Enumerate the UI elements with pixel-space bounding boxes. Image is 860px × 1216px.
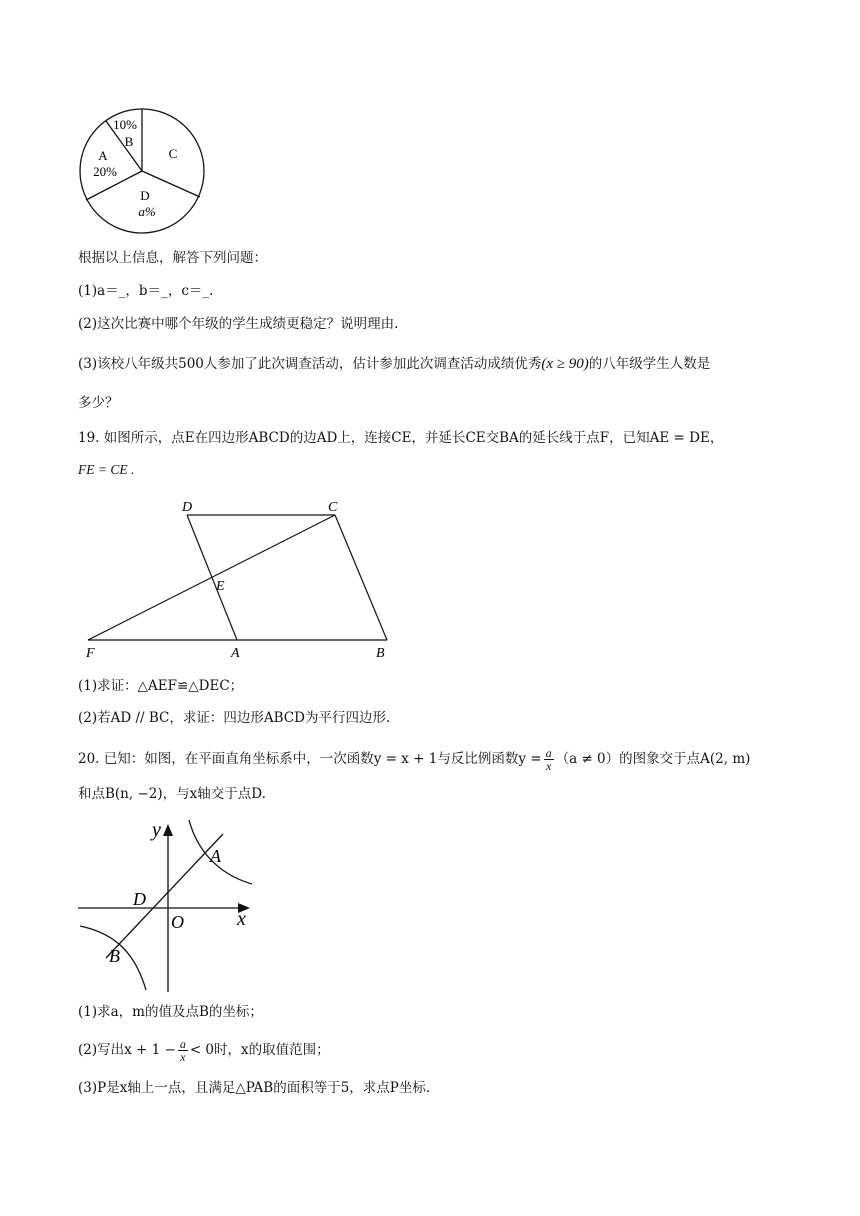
label-b: B <box>109 946 120 966</box>
q20-part2-text-a: (2)写出x + 1 − <box>78 1042 176 1058</box>
pie-label-a: A <box>98 148 108 163</box>
pie-label-b-pct: 10% <box>113 117 137 132</box>
label-c: C <box>328 500 338 515</box>
q19-stem-line1: 19. 如图所示，点E在四边形ABCD的边AD上，连接CE，并延长CE交BA的延长线于点F，已知AE = DE， <box>78 430 724 446</box>
label-y: y <box>152 819 161 841</box>
pie-label-a-pct: 20% <box>93 164 117 179</box>
pie-label-c: C <box>168 146 178 161</box>
fraction-denominator: x <box>545 759 552 773</box>
pie-divider-c-d <box>142 171 200 197</box>
q19-part2: (2)若AD // BC，求证：四边形ABCD为平行四边形. <box>78 710 391 726</box>
q20-stem-text-b: （a ≠ 0）的图象交于点A(2, m) <box>555 751 751 767</box>
q20-part3: (3)P是x轴上一点，且满足△PAB的面积等于5，求点P坐标. <box>78 1080 431 1096</box>
fraction-numerator: a <box>179 1037 186 1051</box>
q18-part3-text-b: 的八年级学生人数是 <box>588 356 711 372</box>
label-b: B <box>376 646 385 661</box>
q20-part2-fraction <box>178 1038 188 1063</box>
q18-part3-line1 <box>78 354 710 374</box>
fraction-numerator: a <box>545 746 552 760</box>
pie-label-b: B <box>124 134 134 149</box>
label-o: O <box>171 912 184 932</box>
label-x: x <box>237 908 246 930</box>
pie-label-d: D <box>140 188 150 203</box>
q20-stem-line2: 和点B(n, −2)，与x轴交于点D. <box>78 786 266 802</box>
q20-stem-fraction <box>544 747 554 772</box>
q19-stem-line2: FE = CE . <box>78 462 135 477</box>
label-a: A <box>231 646 240 661</box>
q18-part3-text-a: (3)该校八年级共500人参加了此次调查活动，估计参加此次调查活动成绩优秀 <box>78 356 542 372</box>
q20-stem-line1 <box>78 747 750 772</box>
q19-quadrilateral-figure <box>80 496 400 664</box>
q20-part2 <box>78 1038 330 1063</box>
label-e: E <box>216 579 225 594</box>
pie-chart <box>76 108 212 236</box>
y-axis-arrow <box>163 824 173 836</box>
label-d: D <box>182 500 193 515</box>
label-a: A <box>210 846 221 866</box>
q19-part1: (1)求证：△AEF≌△DEC； <box>78 678 244 694</box>
pie-label-d-pct: a% <box>138 204 156 219</box>
q18-part3-line2: 多少？ <box>78 395 119 411</box>
q20-stem-text-a: 20. 已知：如图，在平面直角坐标系中，一次函数y = x + 1与反比例函数y = <box>78 751 542 767</box>
q20-part1: (1)求a，m的值及点B的坐标； <box>78 1004 263 1020</box>
q20-coordinate-figure <box>74 816 264 994</box>
q18-part2: (2)这次比赛中哪个年级的学生成绩更稳定？说明理由. <box>78 316 399 332</box>
q20-part2-text-b: < 0时，x的取值范围； <box>189 1042 330 1058</box>
q18-part1: (1)a＝_，b＝_，c＝_. <box>78 283 214 299</box>
label-d: D <box>133 889 146 909</box>
fraction-denominator: x <box>180 1050 186 1064</box>
q18-intro: 根据以上信息，解答下列问题： <box>78 250 267 266</box>
seg-fc <box>88 515 335 640</box>
seg-cb <box>335 515 387 640</box>
q18-part3-condition: (x ≥ 90) <box>541 356 589 372</box>
label-f: F <box>86 646 95 661</box>
